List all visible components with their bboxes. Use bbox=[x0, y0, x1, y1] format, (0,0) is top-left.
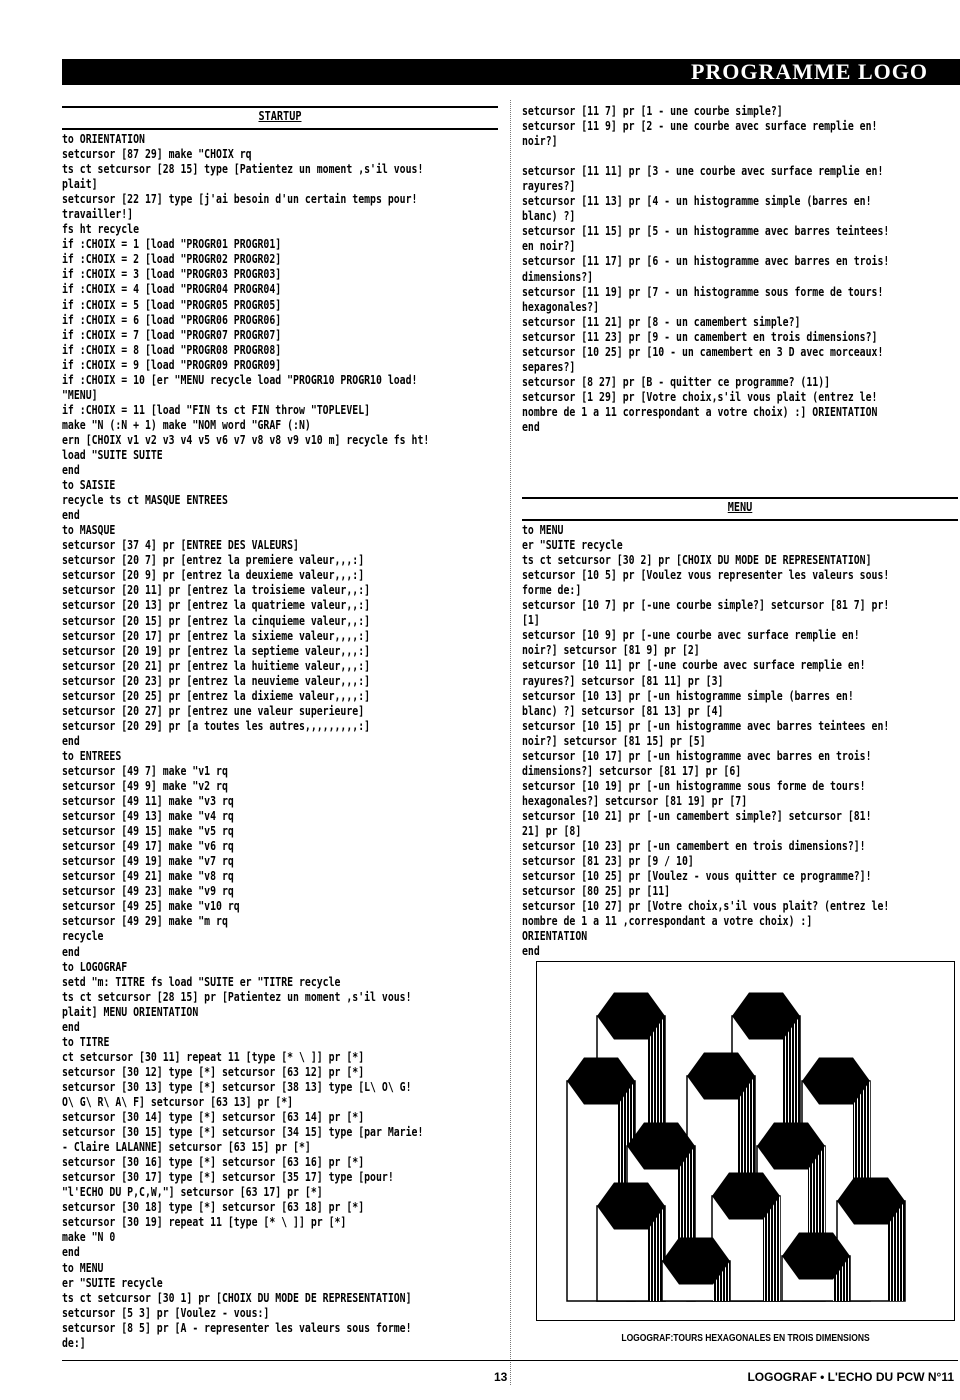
menu-section-title bbox=[522, 497, 958, 521]
right-column bbox=[522, 104, 958, 959]
spacer bbox=[522, 435, 958, 497]
left-column bbox=[62, 106, 498, 1351]
menu-code: to MENU er "SUITE recycle ts ct setcursor [30 2] pr [CHOIX DU MODE DE REPRESENTATION] setcursor [10 5] pr [Voulez vous representer les valeurs sous! forme de:] setcursor [10 7] pr [-une courbe simple?] setcursor [81 7] pr! [1] setcursor [10 9] pr [-une courbe avec surface remplie en! noir?] setcursor [81 9] pr [2] setcursor [10 11] pr [-une courbe avec surface remplie en! rayures?] setcursor [81 11] pr [3] setcursor [10 13] pr [-un histogramme simple (barres en! blanc) ?] setcursor [81 13] pr [4] setcursor [10 15] pr [-un histogramme avec barres teintees en! noir?] setcursor [81 15] pr [5] setcursor [10 17] pr [-un histogramme avec barres en trois! dimensions?] setcursor [81 17] pr [6] setcursor [10 19] pr [-un histogramme sous forme de tours! hexagonales?] setcursor [81 19] pr [7] setcursor [10 21] pr [-un camembert simple?] setcursor [81! 21] pr [8] setcursor [10 23] pr [-un camembert en trois dimensions?]! setcursor [81 23] pr [9 / 10] setcursor [10 25] pr [Voulez - vous quitter ce programme?]! setcursor [80 25] pr [11] setcursor [10 27] pr [Votre choix,s'il vous plait? (entrez le! nombre de 1 a 11 ,correspondant a votre choix) :] ORIENTATION end bbox=[522, 523, 890, 959]
issue-label: LOGOGRAF • L'ECHO DU PCW N°11 bbox=[747, 1370, 954, 1384]
header-bar bbox=[62, 59, 960, 85]
figure-caption: LOGOGRAF:TOURS HEXAGONALES EN TROIS DIMENSIONS bbox=[621, 1333, 870, 1344]
startup-section-title bbox=[62, 106, 498, 130]
footer-rule bbox=[62, 1360, 958, 1361]
orientation-code-continued: setcursor [11 7] pr [1 - une courbe simple?] setcursor [11 9] pr [2 - une courbe avec surface remplie en! noir?] setcursor [11 11] pr [3 - une courbe avec surface remplie en! rayures?] setcursor [11 13] pr [4 - un histogramme simple (barres en! blanc) ?] setcursor [11 15] pr [5 - un histogramme avec barres teintees! en noir?] setcursor [11 17] pr [6 - un histogramme avec barres en trois! dimensions?] setcursor [11 19] pr [7 - un histogramme sous forme de tours! hexagonales?] setcursor [11 21] pr [8 - un camembert simple?] setcursor [11 23] pr [9 - un camembert en trois dimensions?] setcursor [10 25] pr [10 - un camembert en 3 D avec morceaux! separes?] setcursor [8 27] pr [B - quitter ce programme? (11)] setcursor [1 29] pr [Votre choix,s'il vous plait (entrez le! nombre de 1 a 11 correspondant a votre choix) :] ORIENTATION end bbox=[522, 104, 890, 434]
menu-title: MENU bbox=[727, 500, 753, 515]
page-title: PROGRAMME LOGO bbox=[690, 59, 928, 84]
startup-title: STARTUP bbox=[258, 109, 302, 123]
page-number: 13 bbox=[494, 1370, 508, 1384]
hexagonal-towers-figure bbox=[536, 961, 955, 1321]
hexagonal-towers-illustration bbox=[536, 961, 955, 1321]
startup-code: to ORIENTATION setcursor [87 29] make "CHOIX rq ts ct setcursor [28 15] type [Patientez un moment ,s'il vous! plait] setcursor [22 17] type [j'ai besoin d'un certain temps pour! travailler!] fs ht recycle if :CHOIX = 1 [load "PROGR01 PROGR01] if :CHOIX = 2 [load "PROGR02 PROGR02] if :CHOIX = 3 [load "PROGR03 PROGR03] if :CHOIX = 4 [load "PROGR04 PROGR04] if :CHOIX = 5 [load "PROGR05 PROGR05] if :CHOIX = 6 [load "PROGR06 PROGR06] if :CHOIX = 7 [load "PROGR07 PROGR07] if :CHOIX = 8 [load "PROGR08 PROGR08] if :CHOIX = 9 [load "PROGR09 PROGR09] if :CHOIX = 10 [er "MENU recycle load "PROGR10 PROGR10 load! "MENU] if :CHOIX = 11 [load "FIN ts ct FIN throw "TOPLEVEL] make "N (:N + 1) make "NOM word "GRAF (:N) ern [CHOIX v1 v2 v3 v4 v5 v6 v7 v8 v8 v9 v10 m] recycle fs ht! load "SUITE SUITE end to SAISIE recycle ts ct MASQUE ENTREES end to MASQUE setcursor [37 4] pr [ENTREE DES VALEURS] setcursor [20 7] pr [entrez la premiere valeur,,,:] setcursor [20 9] pr [entrez la deuxieme valeur,,,:] setcursor [20 11] pr [entrez la troisieme valeur,,:] setcursor [20 13] pr [entrez la quatrieme valeur,,:] setcursor [20 15] pr [entrez la cinquieme valeur,,:] setcursor [20 17] pr [entrez la sixieme valeur,,,,:] setcursor [20 19] pr [entrez la septieme valeur,,,:] setcursor [20 21] pr [entrez la huitieme valeur,,,:] setcursor [20 23] pr [entrez la neuvieme valeur,,,:] setcursor [20 25] pr [entrez la dixieme valeur,,,,:] setcursor [20 27] pr [entrez une valeur superieure] setcursor [20 29] pr [a toutes les autres,,,,,,,,,:] end to ENTREES setcursor [49 7] make "v1 rq setcursor [49 9] make "v2 rq setcursor [49 11] make "v3 rq setcursor [49 13] make "v4 rq setcursor [49 15] make "v5 rq setcursor [49 17] make "v6 rq setcursor [49 19] make "v7 rq setcursor [49 21] make "v8 rq setcursor [49 23] make "v9 rq setcursor [49 25] make "v10 rq setcursor [49 29] make "m rq recycle end to LOGOGRAF setd "m: TITRE fs load "SUITE er "TITRE recycle ts ct setcursor [28 15] pr [Patientez un moment ,s'il vous! plait] MENU ORIENTATION end to TITRE ct setcursor [30 11] repeat 11 [type [* \ ]] pr [*] setcursor [30 12] type [*] setcursor [63 12] pr [*] setcursor [30 13] type [*] setcursor [38 13] type [L\ O\ G! O\ G\ R\ A\ F] setcursor [63 13] pr [*] setcursor [30 14] type [*] setcursor [63 14] pr [*] setcursor [30 15] type [*] setcursor [34 15] type [par Marie! - Claire LALANNE] setcursor [63 15] pr [*] setcursor [30 16] type [*] setcursor [63 16] pr [*] setcursor [30 17] type [*] setcursor [35 17] type [pour! "l'ECHO DU P,C,W,"] setcursor [63 17] pr [*] setcursor [30 18] type [*] setcursor [63 18] pr [*] setcursor [30 19] repeat 11 [type [* \ ]] pr [*] make "N 0 end to MENU er "SUITE recycle ts ct setcursor [30 1] pr [CHOIX DU MODE DE REPRESENTATION] setcursor [5 3] pr [Voulez - vous:] setcursor [8 5] pr [A - representer les valeurs sous forme! de:] bbox=[62, 132, 430, 1350]
column-divider bbox=[510, 100, 511, 1385]
